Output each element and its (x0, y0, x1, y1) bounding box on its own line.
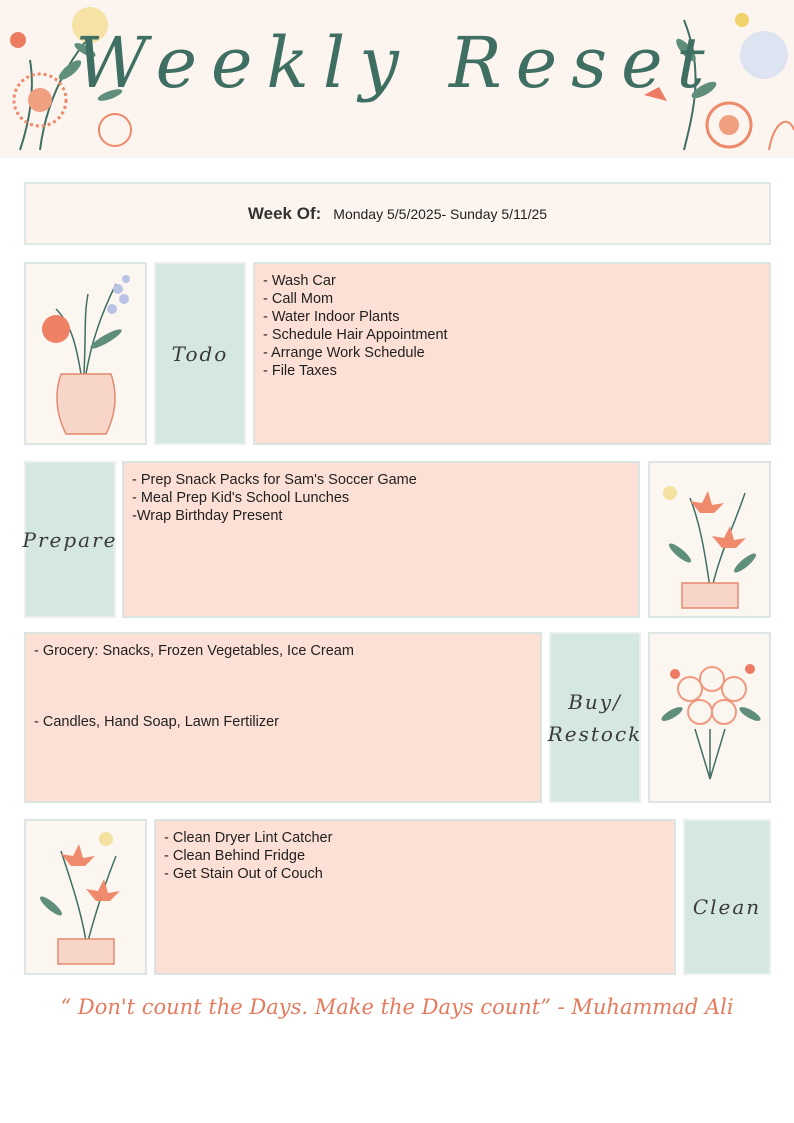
lily-icon (650, 463, 769, 616)
prepare-label-box (24, 461, 116, 618)
todo-list-box (253, 262, 771, 445)
list-item: - Call Mom (263, 291, 334, 307)
prepare-label: Prepare (22, 527, 118, 552)
week-of-label: Week Of: (247, 203, 322, 223)
buy-list (34, 642, 532, 731)
clean-list-box (154, 819, 676, 975)
quote: “ Don't count the Days. Make the Days count” - Muhammad Ali (60, 995, 734, 1019)
rose-icon (650, 634, 769, 801)
list-item: - Schedule Hair Appointment (263, 327, 448, 343)
list-item: - Prep Snack Packs for Sam's Soccer Game (132, 472, 417, 488)
prepare-list-box (122, 461, 640, 618)
clean-label: Clean (692, 895, 762, 919)
vase-icon (26, 264, 145, 443)
prepare-list (132, 471, 630, 525)
list-item: - Candles, Hand Soap, Lawn Fertilizer (34, 714, 280, 730)
list-item: - Arrange Work Schedule (263, 345, 425, 361)
list-item: - Get Stain Out of Couch (164, 866, 323, 882)
todo-label: Todo (171, 341, 229, 366)
clean-list (164, 829, 666, 883)
buy-list-box (24, 632, 542, 803)
buy-label-line2: Restock (547, 721, 643, 746)
week-of-value: Monday 5/5/2025- Sunday 5/11/25 (333, 205, 548, 222)
buy-label-box (549, 632, 641, 803)
page-title: Weekly Reset (75, 22, 719, 104)
lily-pot-illustration (648, 461, 771, 618)
header-banner (0, 0, 794, 158)
list-item: - Water Indoor Plants (263, 309, 400, 325)
list-item: - Grocery: Snacks, Frozen Vegetables, Ice Cream (34, 643, 354, 659)
week-of-box (24, 182, 771, 245)
clean-label-box (683, 819, 771, 975)
list-item: - File Taxes (263, 363, 337, 379)
lily-pot-illustration-2 (24, 819, 147, 975)
list-item: - Wash Car (263, 273, 336, 289)
rose-bouquet-illustration (648, 632, 771, 803)
buy-label-line1: Buy/ (568, 689, 622, 714)
list-item: - Meal Prep Kid's School Lunches (132, 490, 350, 506)
todo-label-box (154, 262, 246, 445)
todo-list (263, 272, 761, 380)
lily-icon-2 (26, 821, 145, 973)
vase-flower-illustration (24, 262, 147, 445)
list-item: - Clean Behind Fridge (164, 848, 306, 864)
list-item: - Clean Dryer Lint Catcher (164, 830, 333, 846)
list-item: -Wrap Birthday Present (132, 508, 283, 524)
